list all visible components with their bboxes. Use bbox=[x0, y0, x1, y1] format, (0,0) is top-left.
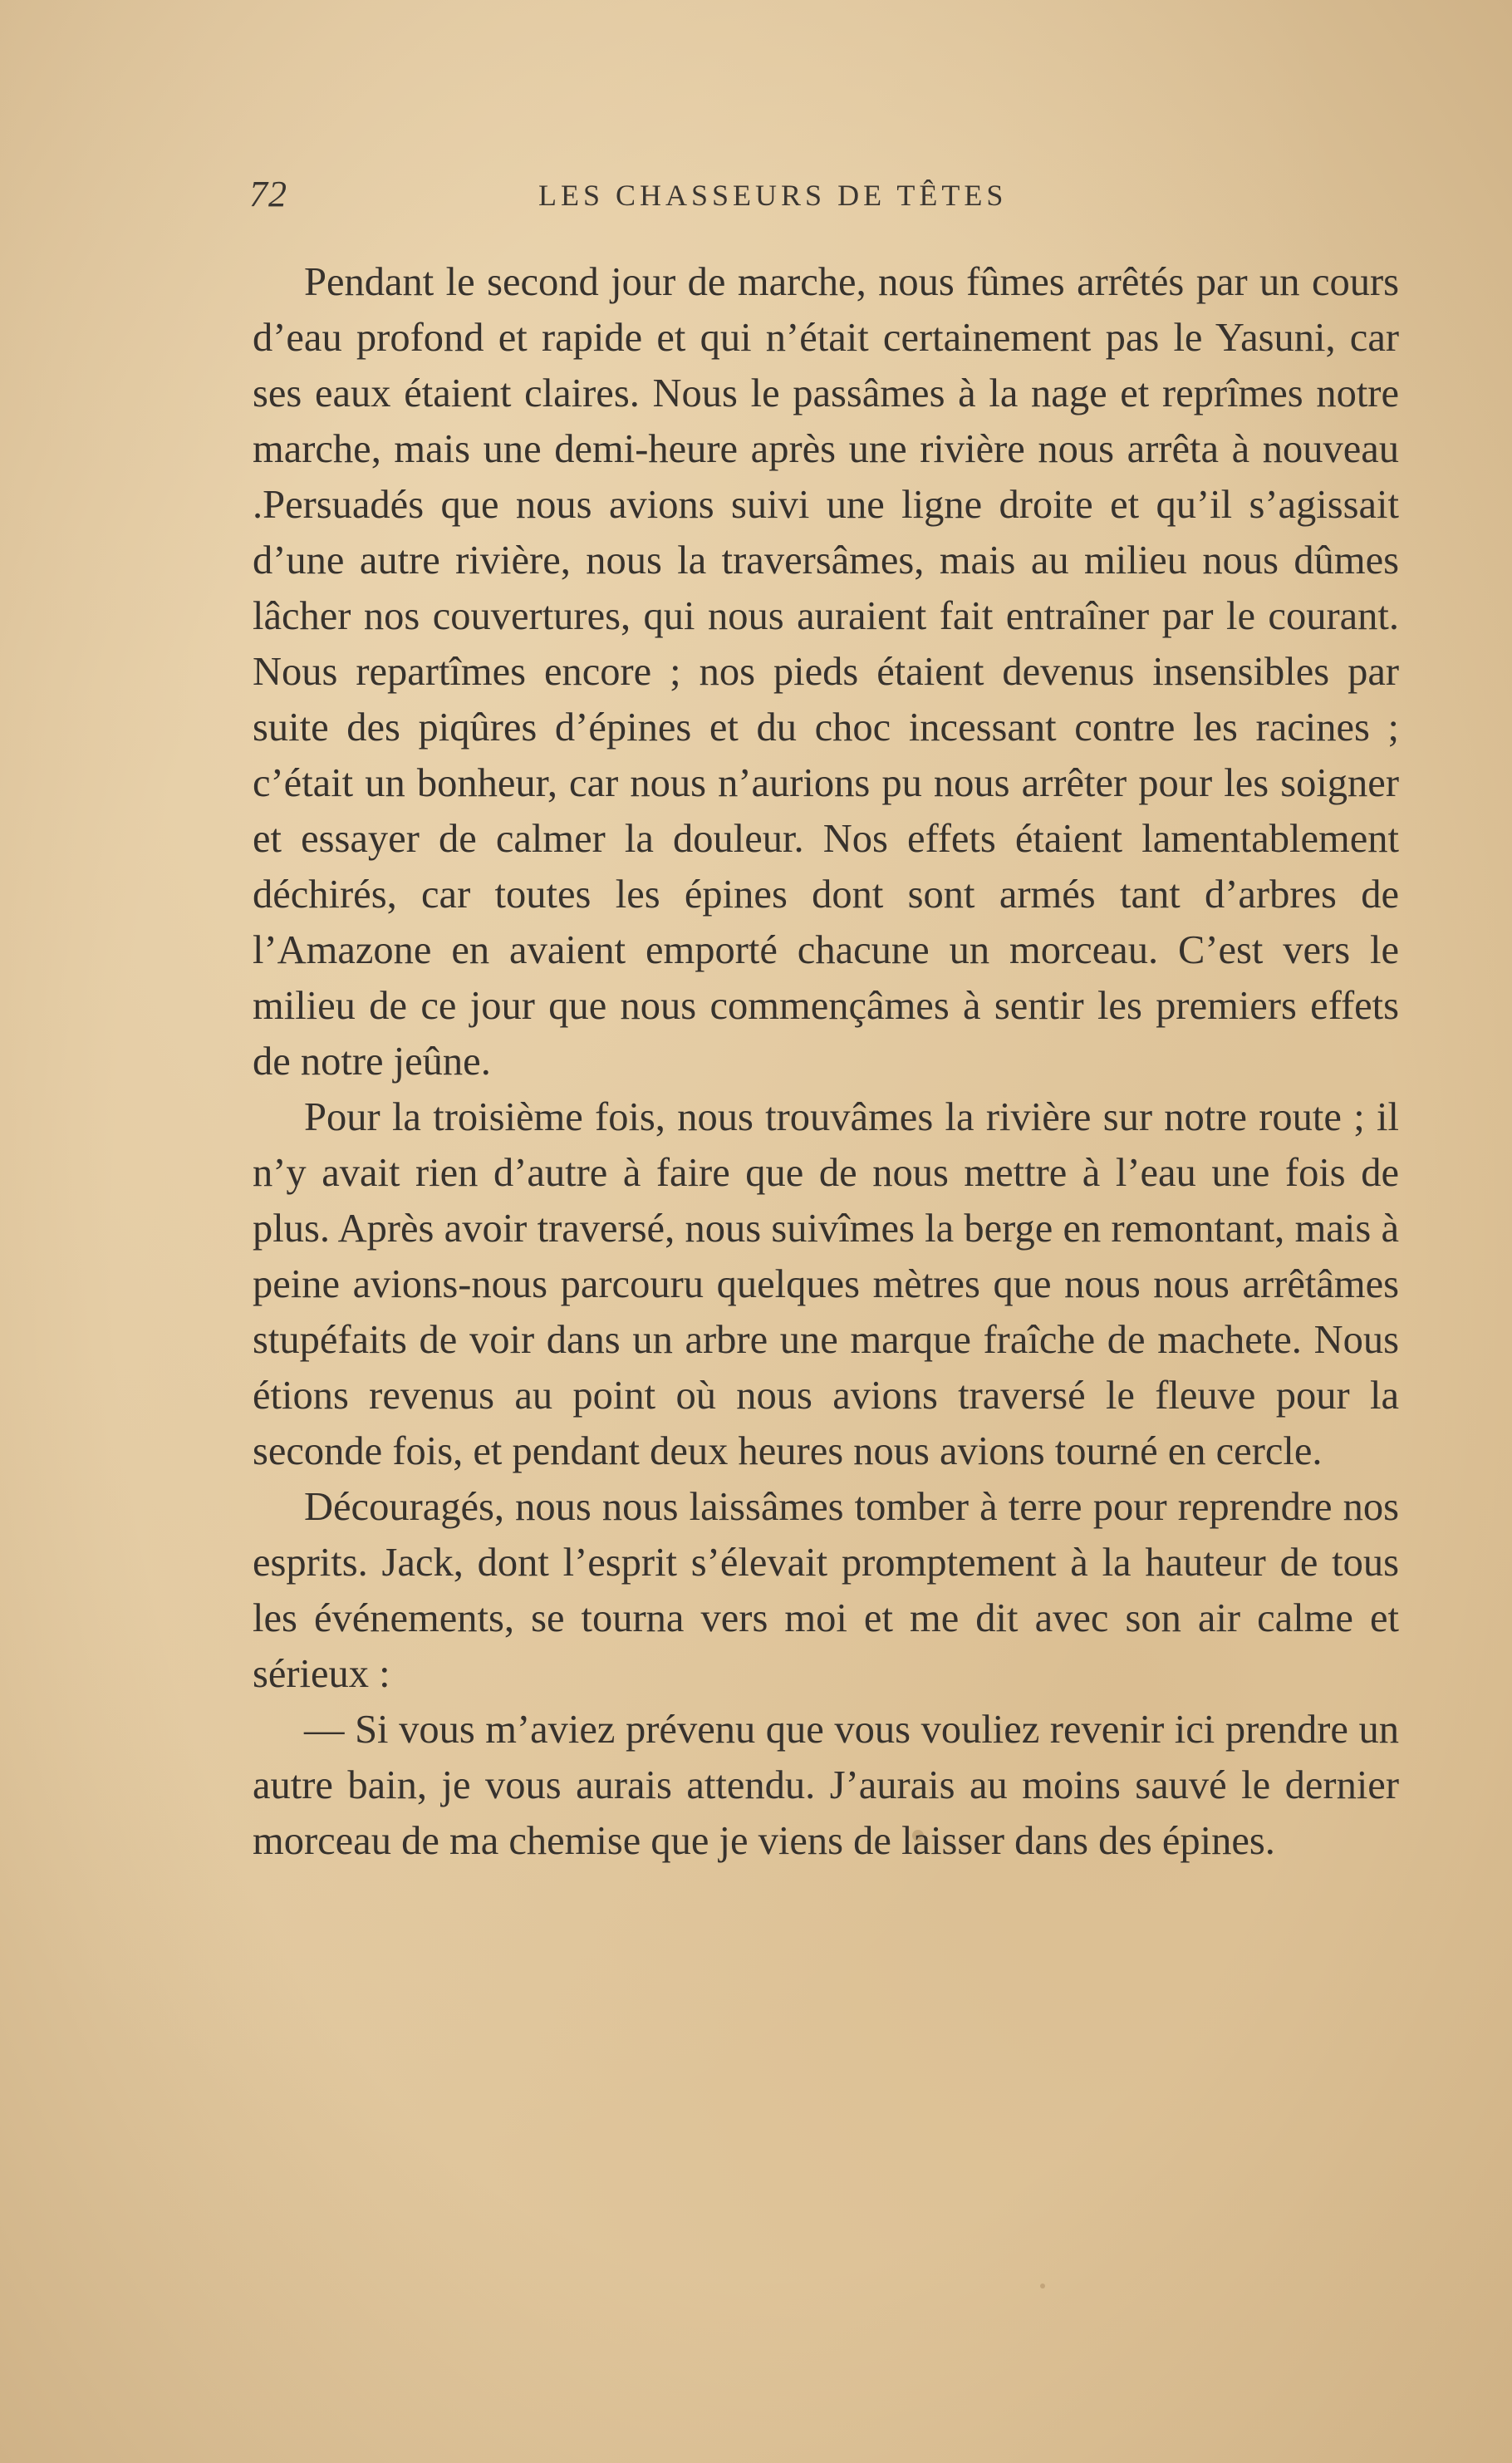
body-text bbox=[253, 254, 1399, 1869]
ink-speck bbox=[1040, 2284, 1045, 2288]
paragraph: Découragés, nous nous laissâmes tomber à terre pour reprendre nos esprits. Jack, dont l’esprit s’élevait promptement à la hauteur de tous les événements, se tourna vers moi et me dit avec son air calme et sérieux : bbox=[253, 1485, 1399, 1696]
paragraph: — Si vous m’aviez prévenu que vous vouliez revenir ici prendre un autre bain, je vous aurais attendu. J’aurais au moins sauvé le dernier morceau de ma chemise que je viens de laisser dans des épines. bbox=[253, 1708, 1399, 1863]
paragraph: Pendant le second jour de marche, nous fûmes arrêtés par un cours d’eau profond et rapide et qui n’était certainement pas le Yasuni, car ses eaux étaient claires. Nous le passâmes à la nage et reprîmes notre marche, mais une demi-heure après une rivière nous arrêta à nouveau .Persuadés que nous avions suivi une ligne droite et qu’il s’agissait d’une autre rivière, nous la traversâmes, mais au milieu nous dûmes lâcher nos couvertures, qui nous auraient fait entraîner par le courant. Nous repartîmes encore ; nos pieds étaient devenus insensibles par suite des piqûres d’épines et du choc incessant contre les racines ; c’était un bonheur, car nous n’aurions pu nous arrêter pour les soigner et essayer de calmer la douleur. Nos effets étaient lamentablement déchirés, car toutes les épines dont sont armés tant d’arbres de l’Amazone en avaient emporté chacune un morceau. C’est vers le milieu de ce jour que nous commençâmes à sentir les premiers effets de notre jeûne. bbox=[253, 260, 1399, 1084]
running-head bbox=[249, 173, 1404, 223]
paragraph: Pour la troisième fois, nous trouvâmes la rivière sur notre route ; il n’y avait rien d’autre à faire que de nous mettre à l’eau une fois de plus. Après avoir traversé, nous suivîmes la berge en remontant, mais à peine avions-nous parcouru quelques mètres que nous nous arrêtâmes stupéfaits de voir dans un arbre une marque fraîche de machete. Nous étions revenus au point où nous avions traversé le fleuve pour la seconde fois, et pendant deux heures nous avions tourné en cercle. bbox=[253, 1095, 1399, 1473]
running-title: LES CHASSEURS DE TÊTES bbox=[538, 179, 1008, 212]
page-number: 72 bbox=[249, 174, 287, 214]
